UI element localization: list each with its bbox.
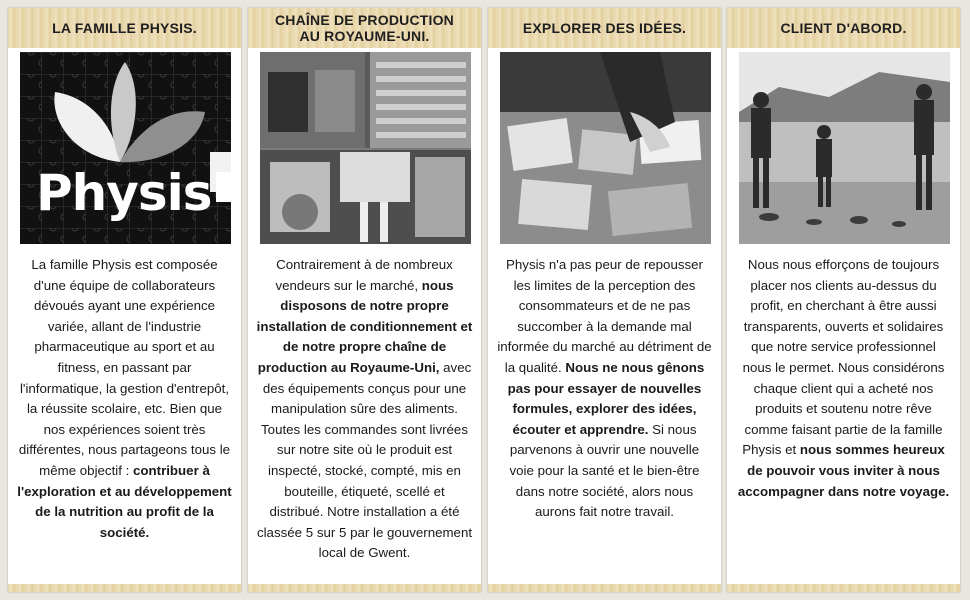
- panel-client: [727, 8, 960, 592]
- panel-body-text: La famille Physis est composée d'une équipe de collaborateurs dévoués ayant une expérience variée, allant de l'industrie pharmaceutique au sport et au fitness, en passant par l'informatique, la gestion d'entrepôt, la réussite scolaire, etc. Bien que nos expériences soient très différentes, nous partageons tous le même objectif : contribuer à l'exploration et au développement de la nutrition au profit de la société.: [17, 257, 232, 540]
- production-photo: [260, 52, 471, 244]
- panel-title-band: [248, 8, 481, 48]
- physis-logo-image: [20, 52, 231, 244]
- panel-title-band: [488, 8, 721, 48]
- panel-title: CHAÎNE DE PRODUCTION AU ROYAUME-UNI.: [274, 12, 454, 44]
- physis-logo-text: Physis: [36, 164, 212, 222]
- ideas-photo: [500, 52, 711, 244]
- panel-title: EXPLORER DES IDÉES.: [522, 20, 687, 36]
- panel-famille: [8, 8, 241, 592]
- panel-title-band: [8, 8, 241, 48]
- panel-title-band: [727, 8, 960, 48]
- panel-body-text: Nous nous efforçons de toujours placer nos clients au-dessus du profit, en cherchant à être aussi transparents, ouverts et solidaires que notre service professionnel nous le permet. Nous considérons chaque client qui a acheté nos produits et soutenu notre rêve comme faisant partie de la famille Physis et nous sommes heureux de pouvoir vous inviter à nous accompagner dans notre voyage.: [737, 257, 950, 499]
- beach-family-photo: [739, 52, 950, 244]
- panel-title: LA FAMILLE PHYSIS.: [52, 20, 197, 36]
- panel-title: CLIENT D'ABORD.: [780, 20, 907, 36]
- panel-production: [248, 8, 481, 592]
- panel-body-text: Physis n'a pas peur de repousser les limites de la perception des consommateurs et de ne pas succomber à la demande mal informée du marché au détriment de la qualité. Nous ne nous gênons pas pour essayer de nouvelles formules, explorer des idées, écouter et apprendre. Si nous parvenons à ouvrir une nouvelle voie pour la santé et le bien-être dans notre société, alors nous aurons fait notre travail.: [497, 257, 712, 520]
- panel-idees: [488, 8, 721, 592]
- panel-body-text: Contrairement à de nombreux vendeurs sur le marché, nous disposons de notre propre installation de conditionnement et de notre propre chaîne de production au Royaume-Uni, avec des équipements conçus pour une manipulation sûre des aliments. Toutes les commandes sont livrées sur notre site où le produit est inspecté, stocké, compté, mis en bouteille, étiqueté, scellé et distribué. Notre installation a été classée 5 sur 5 par le gouvernement local de Gwent.: [256, 257, 473, 561]
